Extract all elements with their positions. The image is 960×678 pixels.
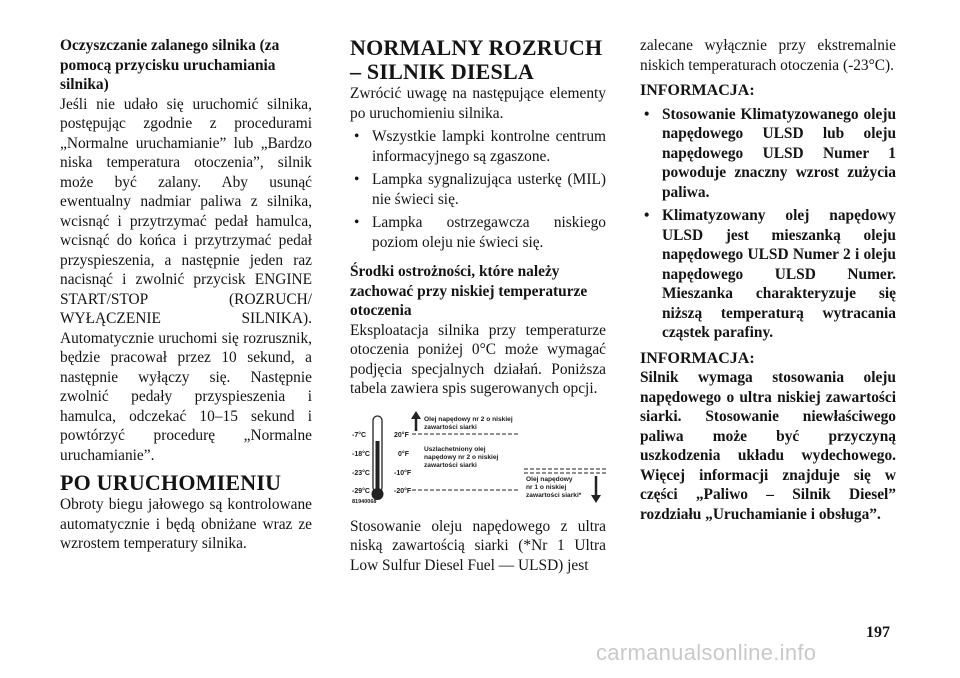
fuel-temperature-diagram	[350, 411, 606, 507]
fuel-label-low: nr 1 o niskiej	[526, 483, 567, 491]
paragraph-diesel-intro: Zwrócić uwagę na następujące elementy po uruchomieniu silnika.	[350, 85, 606, 122]
page-number: 197	[866, 624, 890, 641]
celsius-label: -23°C	[352, 469, 370, 477]
list-item: • Lampka sygnalizująca usterkę (MIL) nie świeci się.	[354, 171, 606, 208]
fuel-label-top: Olej napędowy nr 2 o niskiej	[424, 415, 513, 423]
figure-code: 81940068	[352, 498, 377, 505]
info-paragraph: Silnik wymaga stosowania oleju napędowego o ultra niskiej zawartości siarki. Stosowanie niewłaściwego paliwa może być przyczyną uszkodzenia układu wydechowego. Więcej informacji znajduje się w części „Paliwo – Silnik Diesel” rozdziału „Uruchamianie i obsługa”.	[640, 369, 896, 523]
column-middle	[350, 36, 606, 575]
fahrenheit-label: -10°F	[394, 469, 412, 477]
watermark: carmanualsonline.info	[596, 640, 817, 665]
fuel-label-middle: napędowy nr 2 o niskiej	[424, 453, 499, 461]
celsius-label: -7°C	[352, 431, 367, 439]
fahrenheit-label: -20°F	[394, 487, 412, 495]
fuel-label-middle: zawartości siarki	[424, 461, 477, 469]
bullet-icon: •	[354, 128, 360, 145]
section-heading-flooded-engine: Oczyszczanie zalanego silnika (za pomocą przycisku uruchamiania silnika)	[60, 37, 280, 93]
checklist	[350, 127, 606, 252]
paragraph-flooded-engine: Jeśli nie udało się uruchomić silnika, postępując zgodnie z procedurami „Normalne uruchamianie” lub „Bardzo niska temperatura otoczenia”, silnik może być zalany. Aby usunąć ewentualny nadmiar paliwa z silnika, wcisnąć i przytrzymać pedał hamulca, wcisnąć do końca i przytrzymać pedał przyspieszenia, a następnie jeden raz nacisnąć i zwolnić przycisk ENGINE START/STOP (ROZRUCH/ WYŁĄCZENIE SILNIKA). Automatycznie uruchomi się rozrusznik, będzie pracował przez 10 sekund, a następnie wyłączy się. Następnie zwolnić pedały przyspieszenia i hamulca, odczekać 10–15 sekund i powtórzyć procedurę „Normalne uruchamianie”.	[60, 95, 312, 464]
paragraph-ulsd-continued: zalecane wyłącznie przy ekstremalnie niskich temperaturach otoczenia (-23°C).	[640, 37, 896, 74]
fahrenheit-label: 0°F	[398, 450, 409, 458]
section-heading-diesel-start: NORMALNY ROZRUCH – SILNIK DIESLA	[350, 35, 603, 84]
fuel-label-middle: Uszlachetniony olej	[424, 445, 486, 453]
fahrenheit-label: 20°F	[394, 431, 409, 439]
bullet-icon: •	[354, 171, 360, 188]
list-item: • Lampka ostrzegawcza niskiego poziom oleju nie świeci się.	[354, 214, 606, 251]
list-item: • Stosowanie Klimatyzowanego oleju napędowego ULSD lub oleju napędowego ULSD Numer 1 powoduje znaczny wzrost zużycia paliwa.	[644, 105, 896, 201]
celsius-label: -29°C	[352, 487, 370, 495]
info-label: INFORMACJA:	[640, 349, 755, 367]
bullet-icon: •	[644, 207, 650, 224]
fuel-label-low: Olej napędowy	[526, 475, 573, 483]
celsius-label: -18°C	[352, 450, 370, 458]
subheading-low-temperature: Środki ostrożności, które należy zachować przy niskiej temperaturze otoczenia	[350, 263, 588, 319]
column-left	[60, 36, 312, 554]
fuel-temperature-figure	[350, 411, 606, 507]
bullet-icon: •	[354, 214, 360, 231]
paragraph-after-start: Obroty biegu jałowego są kontrolowane automatycznie i będą obniżane wraz ze wzrostem temperatury silnika.	[60, 496, 312, 552]
fuel-label-top: zawartości siarki	[424, 423, 477, 431]
paragraph-ulsd: Stosowanie oleju napędowego z ultra niską zawartością siarki (*Nr 1 Ultra Low Sulfur Diesel Fuel — ULSD) jest	[350, 517, 606, 574]
info-list	[640, 105, 896, 343]
list-item: • Klimatyzowany olej napędowy ULSD jest mieszanką oleju napędowego ULSD Numer 2 i oleju napędowego ULSD Numer. Mieszanka charakteryzuje się niższą temperaturą wytracania cząstek parafiny.	[644, 207, 896, 341]
section-heading-after-start: PO URUCHOMIENIU	[60, 470, 282, 495]
thermometer-mercury-icon	[376, 441, 380, 491]
fuel-label-low: zawartości siarki*	[526, 491, 582, 499]
paragraph-low-temperature: Eksploatacja silnika przy temperaturze otoczenia poniżej 0°C może wymagać podjęcia specjalnych działań. Poniższa tabela zawiera spis sugerowanych opcji.	[350, 321, 606, 397]
arrow-down-icon	[591, 495, 601, 503]
bullet-icon: •	[644, 105, 650, 123]
column-right	[640, 36, 896, 524]
info-label: INFORMACJA:	[640, 82, 755, 99]
arrow-up-icon	[411, 411, 421, 419]
list-item: • Wszystkie lampki kontrolne centrum informacyjnego są zgaszone.	[354, 128, 606, 165]
